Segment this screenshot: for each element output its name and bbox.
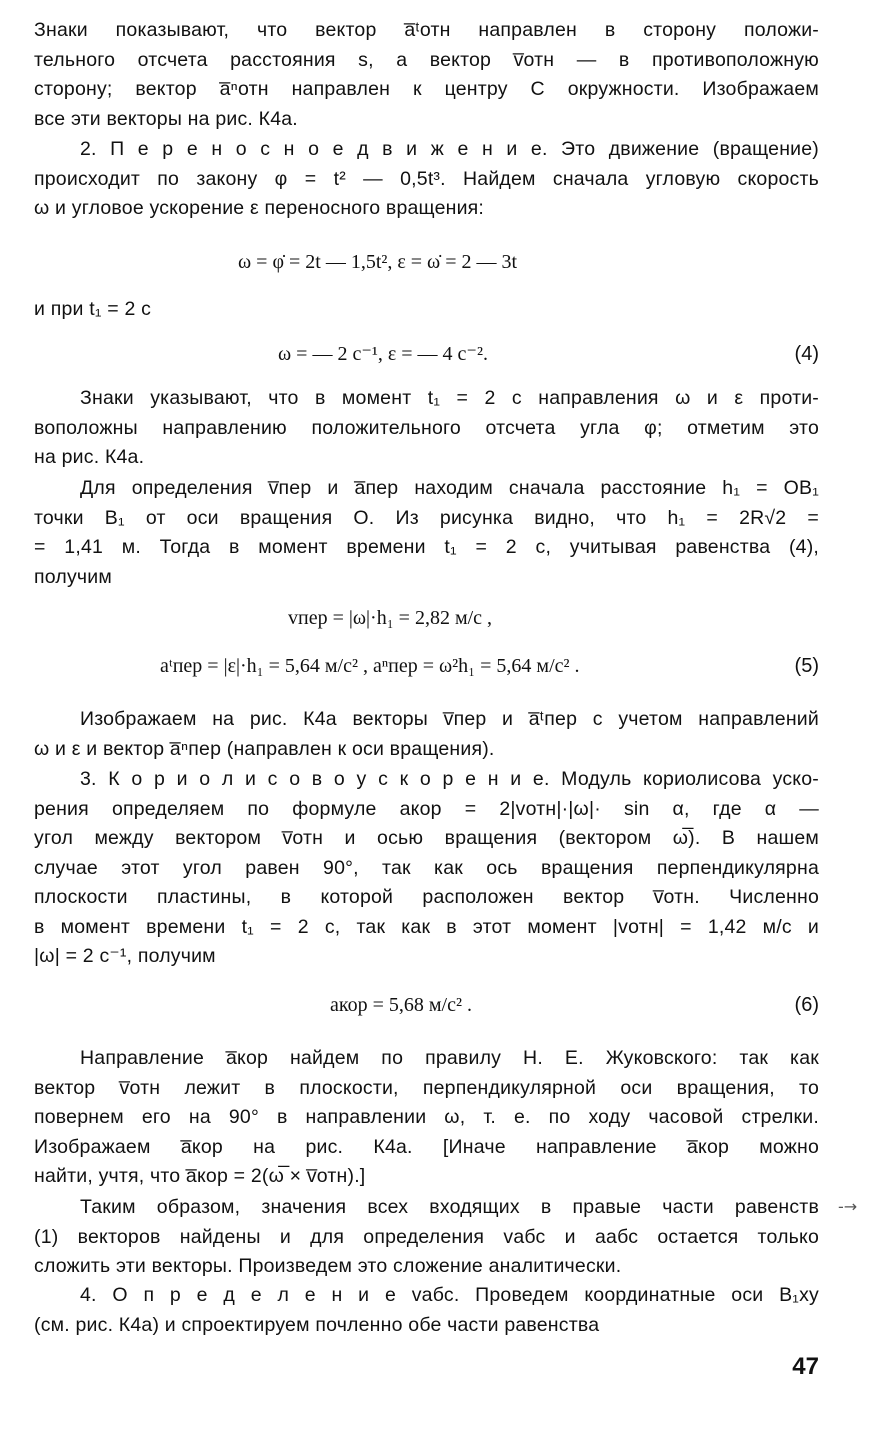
text-line: тельного отсчета расстояния s, а вектор v̅отн — в противоположную	[34, 48, 819, 71]
text-line: ω и ε и вектор a̅ⁿпер (направлен к оси вращения).	[34, 737, 495, 760]
margin-mark: -→	[838, 1197, 858, 1216]
text-line: Знаки показывают, что вектор a̅ᵗотн направлен в сторону положи-	[34, 19, 819, 41]
text-line: воположны направлению положительного отсчета угла φ; отметим это	[34, 416, 819, 439]
text-line: ω и угловое ускорение ε переносного вращения:	[34, 197, 485, 219]
text-line: сторону; вектор a̅ⁿотн направлен к центру C окружности. Изображаем	[34, 78, 819, 100]
text-line: точки B₁ от оси вращения O. Из рисунка видно, что h₁ = 2R√2 =	[34, 506, 819, 529]
text-line: |ω| = 2 с⁻¹, получим	[34, 945, 216, 967]
text-line: вектор v̅отн лежит в плоскости, перпендикулярной оси вращения, то	[34, 1076, 819, 1099]
text-line: Знаки указывают, что в момент t₁ = 2 с направления ω и ε проти-	[80, 387, 819, 409]
formula-eq6: aкор = 5,68 м/с² .	[330, 994, 472, 1016]
formula-omega-eps: ω = φ̇ = 2t — 1,5t², ε = ω̇ = 2 — 3t	[238, 251, 518, 273]
text-line: 4. О п р е д е л е н и е vабс. Проведем координатные оси B₁xy	[80, 1284, 819, 1306]
text-line: найти, учтя, что a̅кор = 2(ω̅ × v̅отн).]	[34, 1165, 366, 1187]
text-line: случае этот угол равен 90°, так как ось вращения перпендикулярна	[34, 856, 819, 879]
equation-number: (5)	[794, 655, 819, 677]
text-line: Направление a̅кор найдем по правилу Н. Е. Жуковского: так как	[80, 1047, 819, 1069]
text-line: Для определения v̅пер и a̅пер находим сначала расстояние h₁ = OB₁	[80, 477, 819, 499]
text-line: и при t₁ = 2 с	[34, 298, 152, 320]
text-line: Изображаем на рис. К4а векторы v̅пер и a̅ᵗпер с учетом направлений	[80, 708, 819, 730]
text-line: (1) векторов найдены и для определения vабс и aабс остается только	[34, 1225, 819, 1248]
formula-eq5: aᵗпер = |ε|·h₁ = 5,64 м/с² , aⁿпер = ω²h₁ = 5,64 м/с² .	[160, 655, 580, 677]
text-line: Таким образом, значения всех входящих в правые части равенств	[80, 1196, 819, 1218]
equation-number: (6)	[794, 994, 819, 1016]
text-line: в момент времени t₁ = 2 с, так как в этот момент |vотн| = 1,42 м/с и	[34, 915, 819, 938]
text-line: (см. рис. К4а) и спроектируем почленно обе части равенства	[34, 1313, 600, 1336]
page-number: 47	[792, 1353, 819, 1380]
text-line: плоскости пластины, в которой расположен вектор v̅отн. Численно	[34, 886, 819, 908]
text-line: на рис. К4а.	[34, 446, 145, 468]
text-line: = 1,41 м. Тогда в момент времени t₁ = 2 с, учитывая равенства (4),	[34, 536, 819, 558]
text-line: сложить эти векторы. Произведем это сложение аналитически.	[34, 1255, 622, 1277]
text-line: происходит по закону φ = t² — 0,5t³. Найдем сначала угловую скорость	[34, 167, 819, 190]
text-line: 2. П е р е н о с н о е д в и ж е н и е. Это движение (вращение)	[80, 138, 819, 160]
equation-number: (4)	[794, 343, 819, 365]
formula-eq4: ω = — 2 с⁻¹, ε = — 4 с⁻².	[278, 343, 488, 365]
text-line: Изображаем a̅кор на рис. К4а. [Иначе направление a̅кор можно	[34, 1135, 819, 1158]
text-line: повернем его на 90° в направлении ω, т. е. по ходу часовой стрелки.	[34, 1106, 819, 1128]
formula-vper: vпер = |ω|·h₁ = 2,82 м/с ,	[288, 607, 493, 629]
text-line: все эти векторы на рис. К4а.	[34, 107, 298, 130]
text-line: 3. К о р и о л и с о в о у с к о р е н и е. Модуль кориолисова уско-	[80, 768, 819, 790]
text-line: рения определяем по формуле aкор = 2|vотн|·|ω|· sin α, где α —	[34, 797, 819, 820]
text-line: получим	[34, 565, 112, 588]
text-line: угол между вектором v̅отн и осью вращения (вектором ω̅). В нашем	[34, 827, 819, 849]
